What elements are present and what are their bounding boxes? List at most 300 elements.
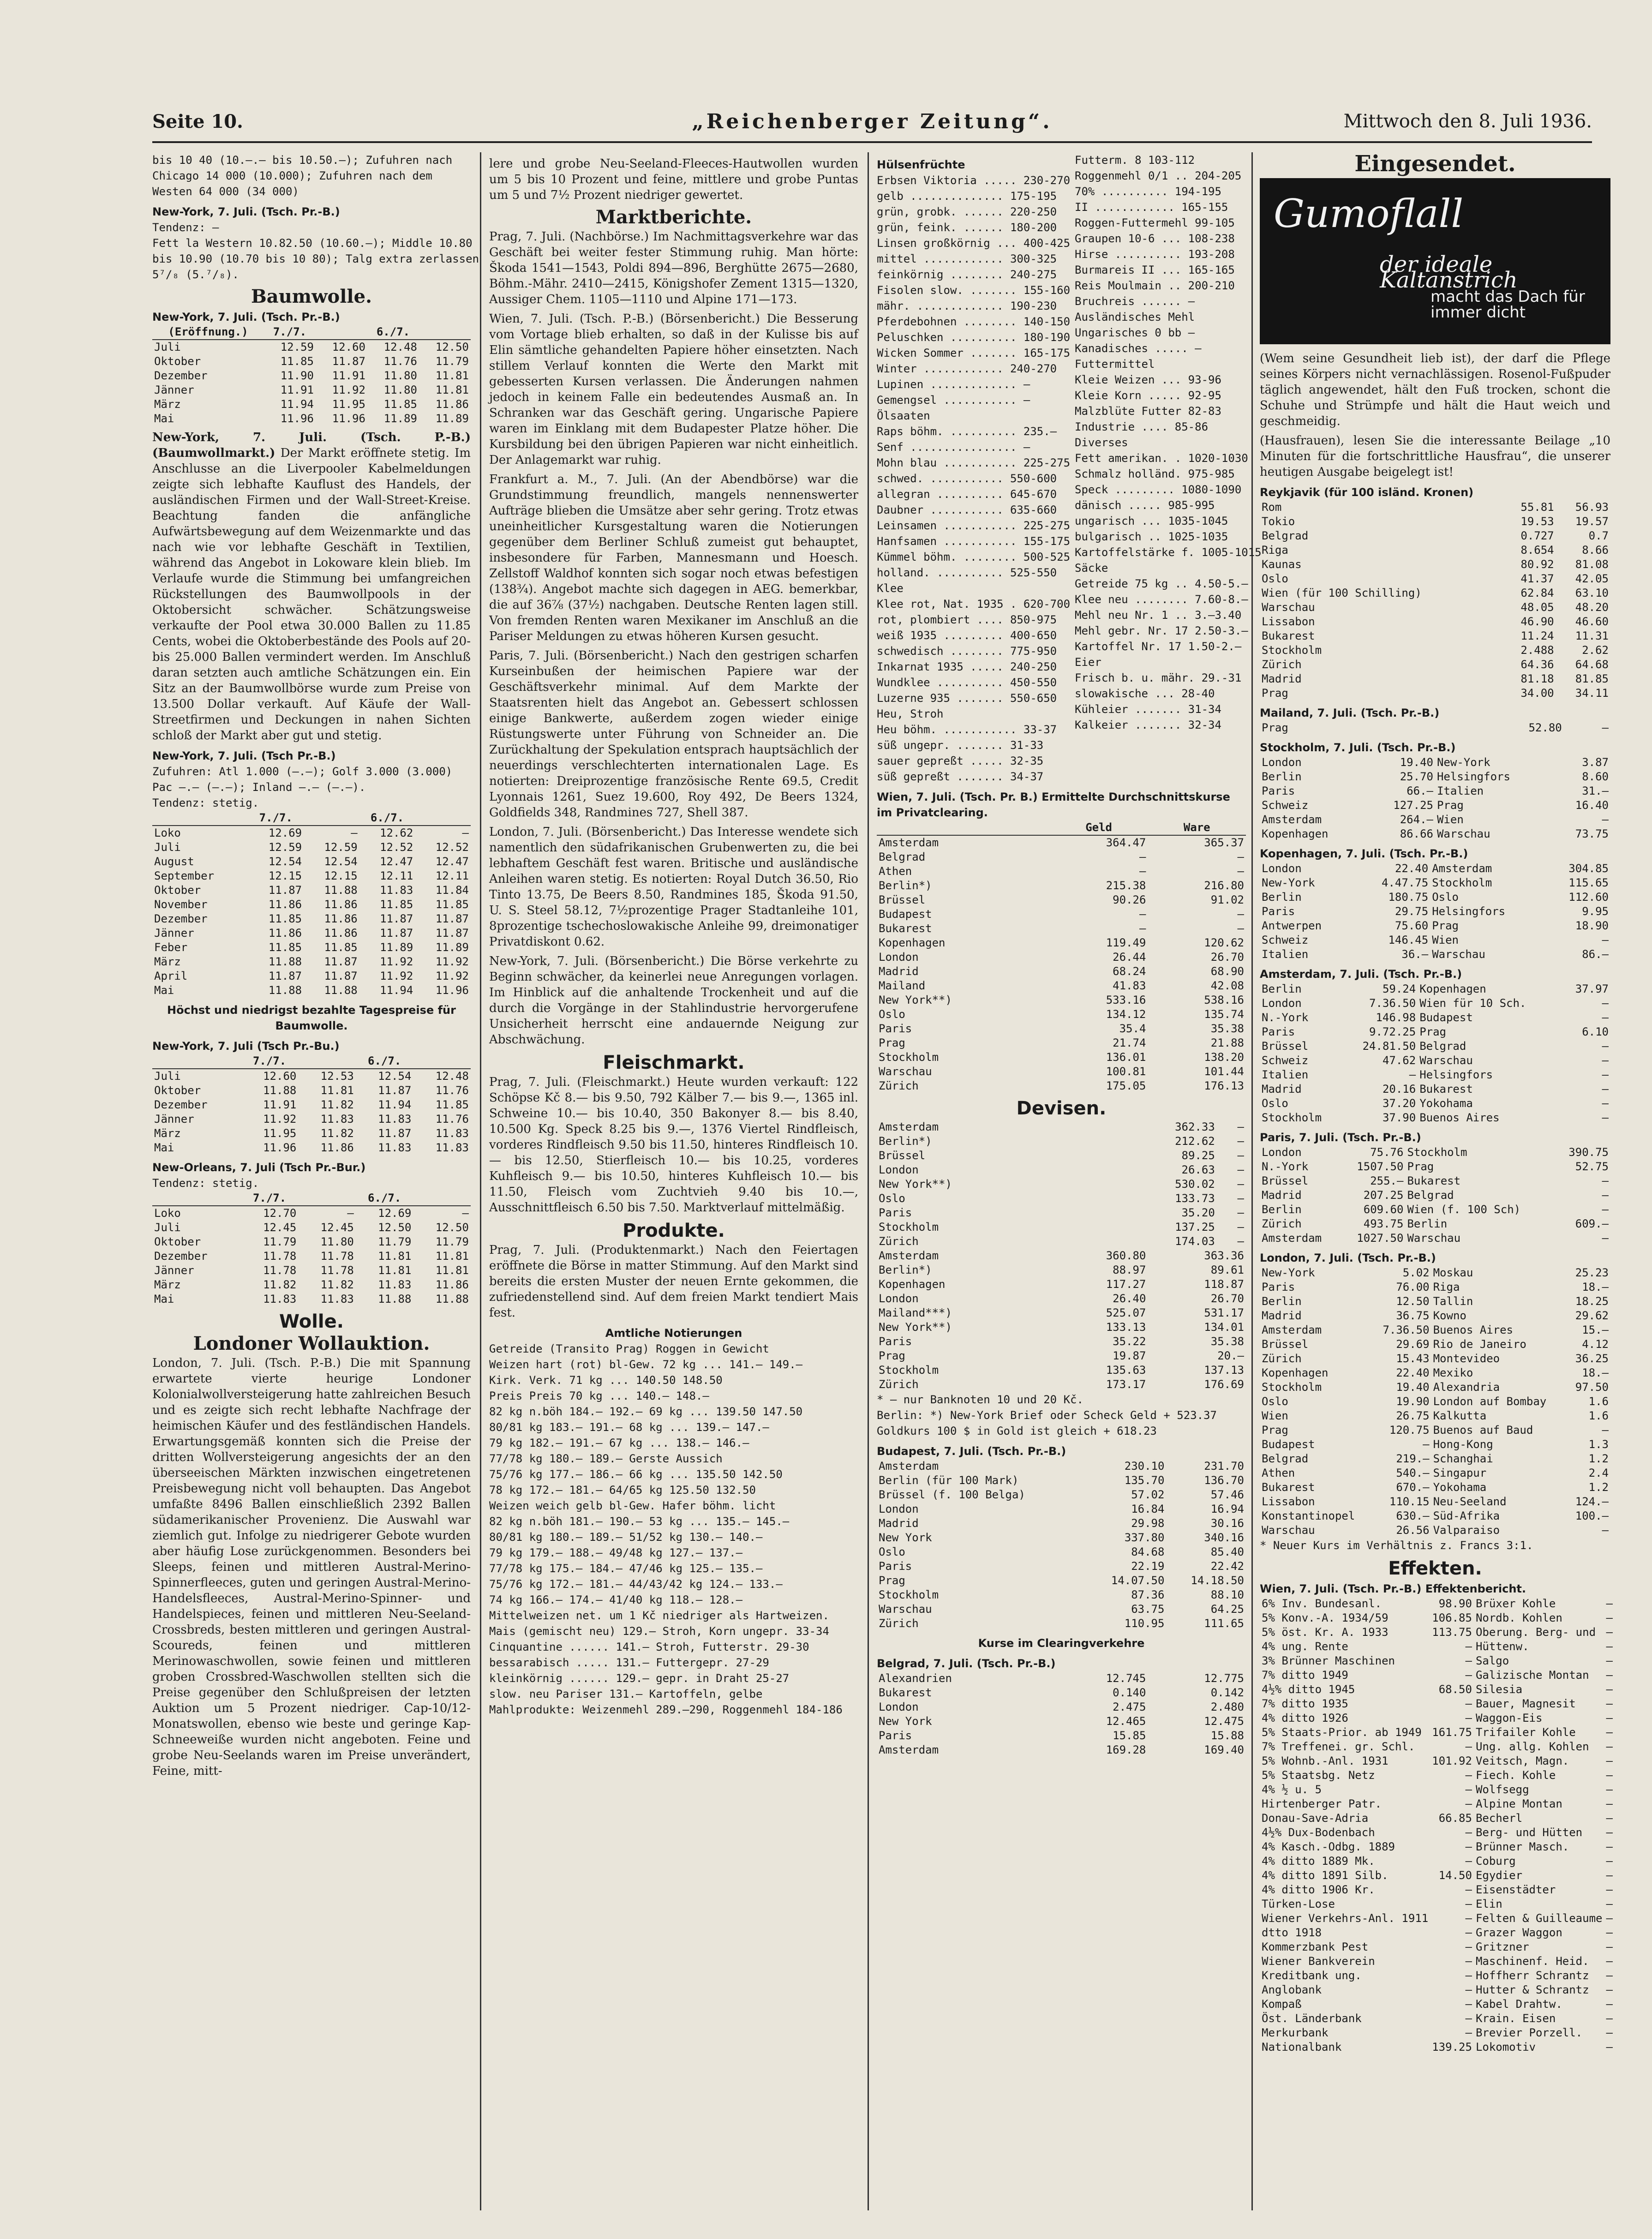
table-row: [1260, 1011, 1610, 1025]
table-cell: 11.88: [263, 1084, 297, 1097]
table-cell: Belgrad: [1407, 1189, 1454, 1202]
table-cell: 8.66: [1582, 544, 1609, 557]
table-cell: 101.44: [1204, 1065, 1244, 1078]
table-row: [152, 855, 471, 869]
table-cell: 4% ditto 1906 Kr.: [1262, 1883, 1375, 1896]
table-cell: 15.43: [1396, 1352, 1430, 1365]
table-cell: 19.90: [1396, 1395, 1430, 1408]
ny-label: New-York, 7. Juli (Tsch Pr.-Bu.): [152, 1040, 340, 1053]
table-cell: 87.36: [1131, 1588, 1165, 1601]
table-row: [1260, 1395, 1610, 1409]
table-cell: 5% Staatsbg. Netz: [1262, 1769, 1375, 1782]
table-cell: 11.90: [280, 369, 314, 382]
column-header: 6./7.: [367, 325, 419, 340]
table-cell: —: [1237, 908, 1244, 921]
table-row: [1260, 1868, 1615, 1883]
table-cell: 5% Wohnb.-Anl. 1931: [1262, 1754, 1389, 1767]
table-cell: Schweiz: [1262, 934, 1309, 946]
table-cell: 1027.50: [1357, 1232, 1404, 1245]
market-report: Frankfurt a. M., 7. Juli. (An der Abendbörse) war die Grundstimmung freundlich, mangels nennenswerter Aufträge blieben die Umsätze aber sehr gering. Trotz etwas uneinheitlicher Kursgestaltung waren die Notierungen gegenüber dem Berliner Schluß zumeist gut behauptet, insbesondere für Farben, Mannesmann und Hoesch. Zellstoff Waldhof konnten sich sogar noch etwas befestigen (138¾). Angebot machte sich dagegen in AEG. bemerkbar, die auf 36⅞ (37½) nachgaben. Deutsche Renten lagen still. Von fremden Renten waren Mexikaner im Anschluß an die Pariser Meldungen zu etwas höheren Kursen gesucht.: [489, 473, 858, 643]
table-cell: 11.86: [320, 1141, 354, 1154]
table-cell: 11.87: [435, 927, 469, 940]
table-cell: Elin: [1475, 1898, 1502, 1910]
table-row: [1260, 1188, 1610, 1203]
table-cell: 0.727: [1520, 529, 1554, 542]
table-row: [1260, 1039, 1610, 1054]
table-cell: Budapest: [1262, 1438, 1315, 1451]
table-cell: Amsterdam: [879, 836, 939, 849]
table-cell: 15.85: [1113, 1729, 1146, 1742]
table-cell: 4% ½ u. 5: [1262, 1783, 1322, 1796]
table-cell: —: [1237, 1235, 1244, 1248]
quote-line: kleinkörnig ...... 129.— gepr. in Draht 25-27: [489, 1672, 790, 1685]
table-row: [877, 1531, 1246, 1545]
table-cell: N.-York: [1262, 1160, 1309, 1173]
table-cell: 11.79: [435, 1235, 469, 1248]
issue-date: Mittwoch den 8. Juli 1936.: [1343, 111, 1592, 132]
table-row: [1260, 1452, 1610, 1466]
commodity-line: schwedisch ........ 775-950: [877, 645, 1057, 658]
table-cell: 11.96: [435, 984, 469, 997]
table-cell: 12.53: [320, 1070, 354, 1083]
table-row: [152, 1278, 471, 1292]
quote-line: Weizen weich gelb bl-Gew. Hafer böhm. licht: [489, 1499, 776, 1512]
table-cell: Berg- und Hütten: [1475, 1826, 1583, 1839]
table-cell: Bukarest: [1262, 1481, 1315, 1494]
market-report: Prag, 7. Juli. (Nachbörse.) Im Nachmittagsverkehre war das Geschäft bei weiter fester Stimmung ruhig. Man hörte: Škoda 1541—1543, Poldi 894—896, Berghütte 2675—2680, Böhm.-Mähr. 2410—2415, Königshofer Zement 1315—1320, Aussiger Chem. 1105—1110 und Alpine 171—173.: [489, 230, 858, 306]
table-cell: —: [1602, 1424, 1609, 1437]
commodity-line: süß gepreßt ....... 34-37: [877, 770, 1044, 783]
table-cell: London: [1262, 997, 1302, 1010]
commodity-line: Hanfsamen ........... 155-175: [877, 535, 1071, 548]
table-cell: 11.76: [435, 1084, 469, 1097]
text-line: Westen 64 000 (34 000): [152, 185, 299, 198]
table-cell: 80.92: [1520, 558, 1554, 571]
table-row: [1260, 1597, 1615, 1611]
table-row: [1260, 1754, 1615, 1768]
table-row: [1260, 1783, 1615, 1797]
quote-line: 77/78 kg 180.— 189.— Gerste Aussich: [489, 1452, 723, 1465]
table-row: [1260, 1854, 1615, 1868]
table-cell: —: [1465, 1898, 1472, 1910]
quote-line: Mais (gemischt neu) 129.— Stroh, Korn ungepr. 33-34: [489, 1625, 829, 1638]
table-cell: Mailand: [879, 979, 926, 992]
table-row: [1260, 529, 1610, 543]
table-cell: 29.69: [1396, 1338, 1430, 1351]
table-cell: New-York: [1262, 1266, 1315, 1279]
table-cell: 4½% ditto 1945: [1262, 1683, 1355, 1696]
table-cell: 22.40: [1395, 862, 1429, 875]
table-cell: Amsterdam: [879, 1460, 939, 1473]
table-row: [1260, 1940, 1615, 1954]
commodity-line: Linsen großkörnig ... 400-425: [877, 237, 1071, 250]
table-cell: 11.76: [383, 355, 417, 368]
table-cell: 12.50: [435, 341, 469, 353]
table-row: [877, 1050, 1246, 1065]
table-cell: Amsterdam: [879, 1120, 939, 1133]
table-cell: Kompaß: [1262, 1998, 1302, 2011]
table-cell: —: [1606, 1669, 1613, 1682]
quote-line: Kirk. Verk. 71 kg ... 140.50 148.50: [489, 1374, 723, 1387]
table-row: [877, 1335, 1246, 1349]
table-row: [1260, 1082, 1610, 1096]
table-row: [877, 1306, 1246, 1320]
table-row: [152, 1292, 471, 1306]
table-cell: —: [1465, 1883, 1472, 1896]
table-cell: New-York: [1262, 876, 1315, 889]
table-cell: Bauer, Magnesit: [1475, 1697, 1576, 1710]
quote-line: 80/81 kg 180.— 189.— 51/52 kg 130.— 140.—: [489, 1531, 763, 1544]
commodity-line: Kümmel böhm. ........ 500-525: [877, 551, 1071, 563]
table-row: [1260, 1054, 1610, 1068]
table-cell: 12.11: [435, 869, 469, 882]
table-row: [877, 1022, 1246, 1036]
table-cell: 11.96: [332, 412, 365, 425]
table-cell: —: [1606, 1898, 1613, 1910]
table-cell: 11.85: [435, 898, 469, 911]
table-cell: 18.90: [1575, 919, 1609, 932]
table-cell: —: [1602, 1011, 1609, 1024]
table-row: [877, 850, 1246, 864]
table-cell: Stockholm: [879, 1051, 939, 1064]
table-cell: Oberung. Berg- und: [1475, 1626, 1596, 1639]
table-row: [1260, 1711, 1615, 1725]
table-cell: 0.7: [1588, 529, 1609, 542]
table-cell: Stockholm: [1262, 644, 1322, 657]
table-cell: Dezember: [154, 912, 208, 925]
table-cell: —: [1606, 1783, 1613, 1796]
table-row: [1260, 643, 1610, 658]
table-cell: 11.87: [324, 955, 358, 968]
table-row: [1260, 1983, 1615, 1997]
table-cell: 525.07: [1106, 1306, 1146, 1319]
table-cell: 2.475: [1113, 1700, 1146, 1713]
table-cell: —: [1606, 1855, 1613, 1868]
table-cell: Belgrad: [1262, 529, 1309, 542]
table-cell: 12.69: [268, 826, 302, 839]
table-cell: 264.—: [1400, 813, 1433, 826]
table-cell: 113.75: [1432, 1626, 1472, 1639]
table-cell: Brüssel (f. 100 Belga): [879, 1488, 1025, 1501]
table-cell: 11.89: [383, 412, 417, 425]
table-row: [877, 936, 1246, 950]
table-cell: 11.96: [280, 412, 314, 425]
quote-line: 82 kg n.böh 181.— 190.— 53 kg ... 135.— 145.—: [489, 1515, 790, 1528]
table-cell: Paris: [1262, 1281, 1295, 1293]
table-cell: Wien: [1437, 813, 1464, 826]
table-cell: 533.16: [1106, 994, 1146, 1006]
table-cell: 26.70: [1210, 951, 1244, 964]
table-cell: N.-York: [1262, 1011, 1309, 1024]
table-cell: 135.74: [1204, 1008, 1244, 1021]
table-cell: 11.91: [263, 1098, 297, 1111]
quote-line: 75/76 kg 177.— 186.— 66 kg ... 135.50 142.50: [489, 1468, 783, 1481]
table-cell: 75.76: [1370, 1146, 1404, 1159]
table-row: [1260, 2040, 1615, 2054]
table-cell: 22.40: [1396, 1366, 1430, 1379]
table-cell: —: [462, 1207, 469, 1220]
table-cell: New-York: [1437, 756, 1490, 769]
table-cell: Mexiko: [1433, 1366, 1473, 1379]
hausfrauen-text: (Hausfrauen), lesen Sie die interessante Beilage „10 Minuten für die fortschrittliche Hausfrau“, die unserer heutigen Ausgabe beigelegt ist!: [1260, 434, 1610, 479]
table-cell: —: [1606, 2041, 1613, 2053]
table-cell: 134.01: [1204, 1321, 1244, 1334]
table-cell: Rio de Janeiro: [1433, 1338, 1526, 1351]
table-cell: Prag: [1407, 1160, 1434, 1173]
table-cell: 360.80: [1106, 1249, 1146, 1262]
table-cell: 88.97: [1113, 1263, 1146, 1276]
paris-label: Paris, 7. Juli. (Tsch. Pr.-B.): [1260, 1131, 1421, 1144]
table-cell: —: [1465, 1783, 1472, 1796]
table-cell: Tallin: [1433, 1295, 1473, 1308]
cotton-table: [152, 1054, 471, 1155]
table-cell: Brüssel: [1262, 1174, 1309, 1187]
table-row: [877, 1671, 1246, 1686]
commodity-line: mittel ............ 300-325: [877, 252, 1057, 265]
commodity-line: Kleie Weizen ... 93-96: [1075, 373, 1221, 386]
ad-tagline: der ideale Kaltanstrich: [1380, 251, 1518, 293]
table-cell: 11.83: [378, 1141, 412, 1154]
table-cell: 11.85: [268, 912, 302, 925]
table-cell: Zürich: [1262, 1352, 1302, 1365]
table-cell: —: [1606, 1955, 1613, 1968]
commodity-line: 70% .......... 194-195: [1075, 185, 1221, 198]
table-cell: 137.13: [1204, 1364, 1244, 1377]
table-row: [877, 993, 1246, 1007]
table-cell: Berlin: [1262, 891, 1302, 904]
table-cell: —: [1237, 1135, 1244, 1148]
table-row: [877, 1134, 1246, 1149]
table-cell: 66.—: [1407, 784, 1433, 797]
table-cell: 12.59: [280, 341, 314, 353]
table-cell: 37.90: [1382, 1111, 1416, 1124]
commodity-line: Kalkeier ....... 32-34: [1075, 718, 1221, 731]
table-cell: 1.2: [1588, 1481, 1609, 1494]
table-cell: —: [1606, 1597, 1613, 1610]
table-row: [1260, 1625, 1615, 1640]
table-row: [152, 983, 471, 998]
table-cell: 47.62: [1382, 1054, 1416, 1067]
column-header: 7./7.: [241, 1054, 299, 1069]
table-cell: 11.87: [378, 1127, 412, 1140]
table-cell: London: [1262, 756, 1302, 769]
official-quotes: [489, 1341, 858, 1718]
budapest-label: Budapest, 7. Juli. (Tsch. Pr.-B.): [877, 1445, 1066, 1458]
table-cell: 216.80: [1204, 879, 1244, 892]
auction-title: Londoner Wollauktion.: [193, 1333, 430, 1354]
table-row: [877, 1263, 1246, 1277]
table-cell: Madrid: [1262, 1309, 1302, 1322]
report-paragraph: [152, 430, 471, 743]
table-row: [877, 893, 1246, 907]
table-cell: 34.00: [1520, 687, 1554, 700]
table-cell: 12.54: [268, 855, 302, 868]
table-cell: Öst. Länderbank: [1262, 2012, 1362, 2025]
table-cell: —: [1606, 1840, 1613, 1853]
table-row: [1260, 1495, 1610, 1509]
table-cell: 16.94: [1210, 1503, 1244, 1515]
table-cell: 11.83: [320, 1113, 354, 1125]
table-cell: —: [1606, 1712, 1613, 1724]
table-cell: —: [1606, 1726, 1613, 1739]
table-cell: 11.94: [380, 984, 413, 997]
paris-table: [1260, 1145, 1610, 1245]
table-cell: 11.80: [383, 369, 417, 382]
table-row: [877, 1249, 1246, 1263]
table-row: [877, 1502, 1246, 1516]
table-row: [1260, 500, 1610, 515]
text-line: Pac —.— (—.—); Inland —.— (—.—).: [152, 781, 366, 794]
table-cell: 11.83: [320, 1293, 354, 1305]
column-header: [152, 1054, 241, 1069]
commodity-line: feinkörnig ........ 240-275: [877, 268, 1057, 281]
table-row: [152, 840, 471, 855]
table-cell: 340.16: [1204, 1531, 1244, 1544]
table-cell: Paris: [879, 1560, 912, 1573]
table-row: [1260, 1380, 1610, 1395]
commodity-line: Industrie .... 85-86: [1075, 420, 1209, 433]
table-cell: 133.73: [1175, 1192, 1215, 1205]
table-row: [877, 1149, 1246, 1163]
commodity-line: Kühleier ....... 31-34: [1075, 703, 1221, 716]
table-cell: Oslo: [879, 1545, 905, 1558]
table-cell: 63.75: [1131, 1603, 1165, 1616]
table-row: [152, 1235, 471, 1249]
table-cell: —: [1465, 1669, 1472, 1682]
table-cell: New York**): [879, 1178, 952, 1191]
table-cell: 11.84: [435, 884, 469, 897]
page-number: Seite 10.: [152, 111, 243, 132]
table-cell: —: [1465, 2026, 1472, 2039]
table-row: [877, 1574, 1246, 1588]
table-row: [1260, 1740, 1615, 1754]
table-row: [877, 964, 1246, 979]
commodity-line: Eier: [1075, 656, 1101, 669]
table-cell: 11.80: [383, 383, 417, 396]
table-cell: —: [1465, 1969, 1472, 1982]
table-cell: —: [1237, 1192, 1244, 1205]
table-cell: Prag: [1262, 1424, 1288, 1437]
kopenhagen-label: Kopenhagen, 7. Juli. (Tsch. Pr.-B.): [1260, 847, 1468, 860]
table-cell: Waggon-Eis: [1475, 1712, 1543, 1724]
table-cell: 119.49: [1106, 936, 1146, 949]
table-cell: —: [1237, 865, 1244, 878]
column-1: [152, 152, 479, 2210]
table-cell: —: [1606, 1797, 1613, 1810]
table-cell: 29.62: [1575, 1309, 1609, 1322]
table-cell: Warschau: [1437, 827, 1490, 840]
table-row: [152, 1206, 471, 1221]
valuten-table: [877, 1249, 1246, 1392]
table-cell: Jänner: [154, 383, 194, 396]
table-cell: —: [1237, 1120, 1244, 1133]
table-cell: —: [1465, 1840, 1472, 1853]
table-cell: 35.4: [1119, 1022, 1146, 1035]
table-cell: 1507.50: [1357, 1160, 1404, 1173]
table-cell: 11.89: [435, 941, 469, 954]
table-cell: Italien: [1437, 784, 1484, 797]
table-row: [152, 912, 471, 926]
table-cell: Paris: [879, 1022, 912, 1035]
amsterdam-table: [1260, 982, 1610, 1125]
table-cell: Prag: [1437, 799, 1464, 812]
table-cell: 11.87: [268, 970, 302, 982]
commodity-line: dänisch ..... 985-995: [1075, 499, 1215, 512]
table-cell: 48.20: [1575, 601, 1609, 614]
section-title-eingesendet: Eingesendet.: [1354, 151, 1516, 177]
table-cell: 11.91: [280, 383, 314, 396]
table-cell: —: [1606, 1998, 1613, 2011]
table-cell: 11.94: [280, 398, 314, 411]
table-cell: 12.54: [378, 1070, 412, 1083]
table-cell: 11.82: [320, 1278, 354, 1291]
table-cell: Bukarest: [879, 1686, 932, 1699]
table-row: [877, 1036, 1246, 1050]
table-cell: Paris: [879, 1206, 912, 1219]
table-row: [1260, 919, 1610, 933]
commodity-line: süß ungepr. ....... 31-33: [877, 739, 1044, 752]
table-cell: Dezember: [154, 1098, 208, 1111]
table-row: [877, 1277, 1246, 1292]
column-header: 7./7.: [248, 811, 304, 826]
table-cell: 11.83: [435, 1141, 469, 1154]
table-cell: 46.90: [1520, 615, 1554, 628]
column-header: [152, 811, 248, 826]
table-cell: Berlin: [1262, 1295, 1302, 1308]
table-cell: Yokohama: [1419, 1097, 1473, 1110]
table-cell: 4% ditto 1889 Mk.: [1262, 1855, 1375, 1868]
table-cell: 52.75: [1575, 1160, 1609, 1173]
table-cell: Hutter & Schrantz: [1475, 1983, 1589, 1996]
commodity-line: Pferdebohnen ........ 140-150: [877, 315, 1071, 328]
table-row: [1260, 904, 1610, 919]
table-cell: Zürich: [879, 1617, 919, 1630]
table-row: [877, 1079, 1246, 1093]
table-row: [1260, 1611, 1615, 1625]
commodity-line: Mohn blau ........... 225-275: [877, 456, 1071, 469]
table-cell: Stockholm: [1262, 1111, 1322, 1124]
stockholm-table: [1260, 755, 1610, 841]
table-cell: Nordb. Kohlen: [1475, 1611, 1562, 1624]
table-cell: Konstantinopel: [1262, 1509, 1355, 1522]
table-cell: 11.96: [263, 1141, 297, 1154]
table-cell: 101.92: [1432, 1754, 1472, 1767]
highest-prices-label: Höchst und niedrigst bezahlte Tagespreise für Baumwolle.: [167, 1004, 456, 1032]
table-cell: 7.36.50: [1383, 1323, 1430, 1336]
table-row: [1260, 1926, 1615, 1940]
mailand-table: [1260, 721, 1610, 735]
table-cell: Lissabon: [1262, 615, 1315, 628]
table-cell: Jänner: [154, 927, 194, 940]
commodity-line: Frisch b. u. mähr. 29.-31: [1075, 671, 1242, 684]
table-row: [1260, 784, 1610, 798]
table-cell: 11.78: [320, 1264, 354, 1277]
table-cell: 2.488: [1520, 644, 1554, 657]
table-cell: Berlin: [1262, 982, 1302, 995]
commodity-line: Leinsamen ........... 225-275: [877, 519, 1071, 532]
table-cell: Warschau: [1419, 1054, 1473, 1067]
table-cell: Madrid: [1262, 1189, 1302, 1202]
table-row: [152, 1069, 471, 1084]
table-cell: 11.82: [320, 1098, 354, 1111]
table-cell: —: [1465, 1640, 1472, 1653]
table-cell: 11.87: [324, 970, 358, 982]
column-header: [413, 1191, 471, 1206]
table-cell: 11.78: [263, 1264, 297, 1277]
table-cell: 12.60: [332, 341, 365, 353]
mailand-label: Mailand, 7. Juli. (Tsch. Pr.-B.): [1260, 706, 1440, 719]
column-rule: [868, 152, 869, 2210]
